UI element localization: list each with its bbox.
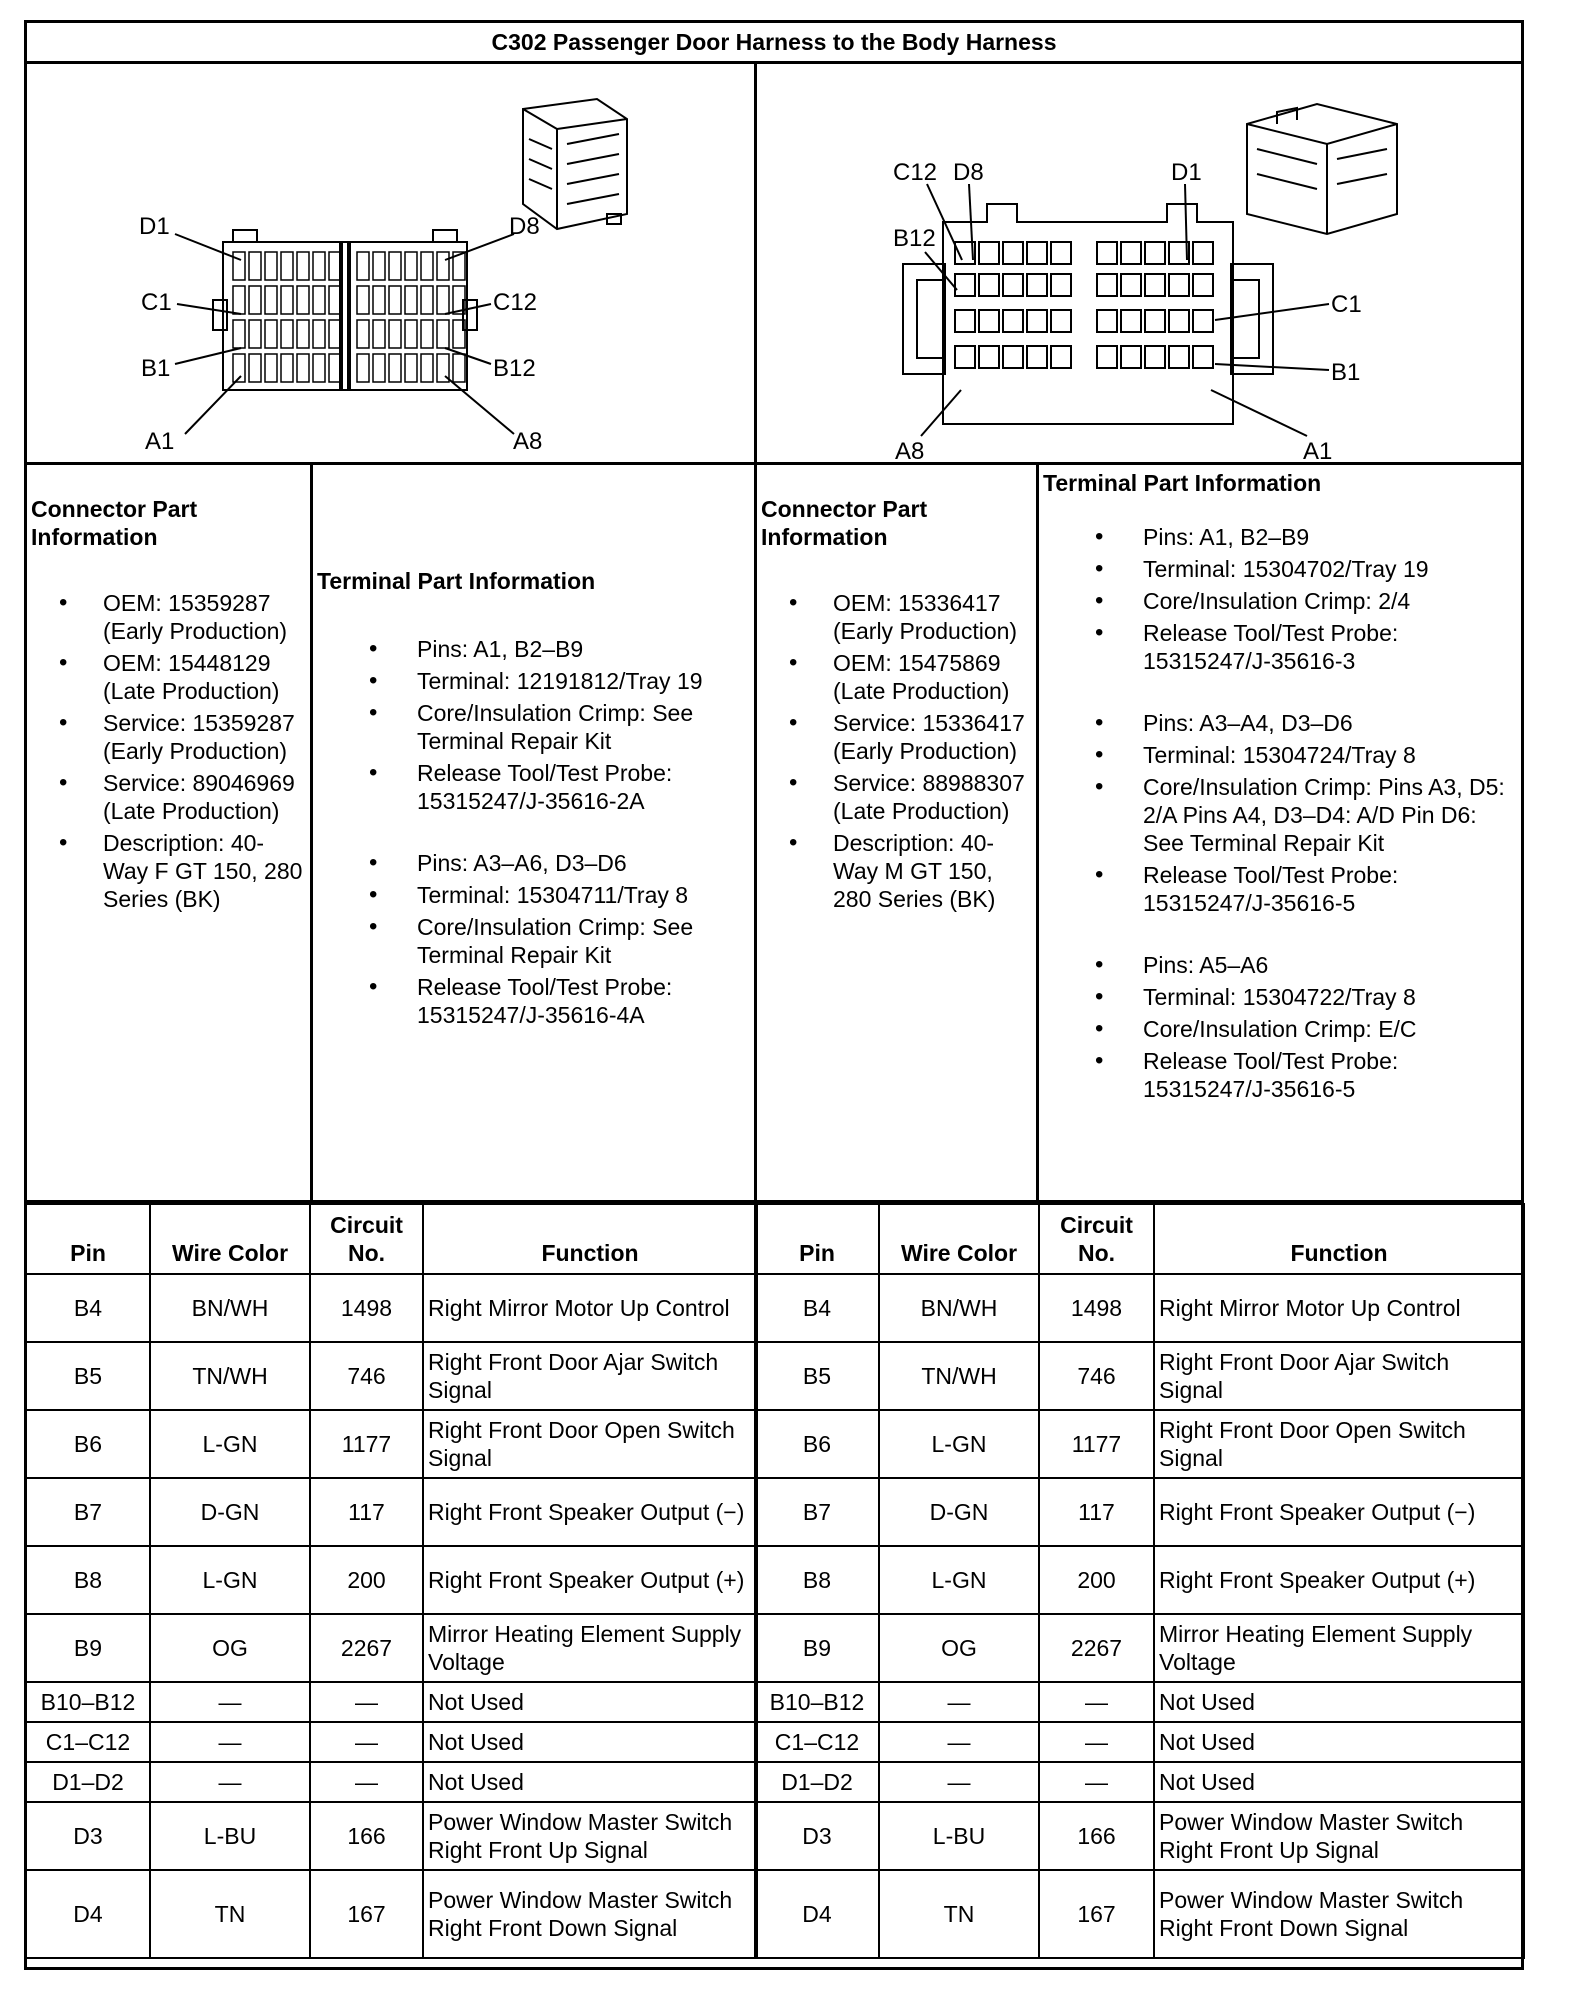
cell-function: Right Front Door Open Switch Signal	[423, 1410, 757, 1478]
cell-wire: L-BU	[879, 1802, 1039, 1870]
cell-pin: C1–C12	[26, 1722, 150, 1762]
label-d1: D1	[139, 213, 170, 240]
terminal-cavity	[249, 286, 261, 314]
terminal-cavity	[1003, 346, 1023, 368]
terminal-cavity	[1121, 274, 1141, 296]
label-d8: D8	[509, 213, 540, 240]
terminal-cavity	[405, 320, 417, 348]
cell-wire: TN/WH	[150, 1342, 310, 1410]
label-c12: C12	[493, 289, 538, 316]
terminal-cavity	[1121, 346, 1141, 368]
column-header-pin: Pin	[26, 1204, 150, 1274]
cell-circuit: 2267	[310, 1614, 423, 1682]
cell-circuit: 200	[310, 1546, 423, 1614]
table-row	[755, 1478, 1524, 1546]
cell-pin: B8	[755, 1546, 879, 1614]
terminal-cavity	[389, 252, 401, 280]
terminal-cavity	[1027, 346, 1047, 368]
cell-pin: B10–B12	[26, 1682, 150, 1722]
table-row	[755, 1870, 1524, 1958]
terminal-cavity	[955, 274, 975, 296]
column-header-function: Function	[423, 1204, 757, 1274]
cell-circuit: 1498	[310, 1274, 423, 1342]
table-row	[755, 1614, 1524, 1682]
table-row	[26, 1870, 757, 1958]
cell-wire: —	[150, 1722, 310, 1762]
cell-pin: D1–D2	[755, 1762, 879, 1802]
cell-pin: B6	[26, 1410, 150, 1478]
terminal-cavity	[1097, 242, 1117, 264]
right-terminal-info	[1043, 469, 1521, 1137]
cell-pin: B7	[26, 1478, 150, 1546]
terminal-cavity	[1193, 310, 1213, 332]
terminal-cavity	[389, 320, 401, 348]
list-item: • OEM: 15448129 (Late Production)	[31, 649, 307, 705]
list-item: • Service: 15359287 (Early Production)	[31, 709, 307, 765]
terminal-cavity	[1051, 346, 1071, 368]
cell-circuit: 167	[310, 1870, 423, 1958]
terminal-cavity	[1027, 310, 1047, 332]
terminal-cavity	[313, 252, 325, 280]
terminal-cavity	[421, 252, 433, 280]
cell-function: Not Used	[423, 1722, 757, 1762]
terminal-cavity	[281, 354, 293, 382]
cell-pin: B5	[26, 1342, 150, 1410]
terminal-cavity	[1051, 274, 1071, 296]
terminal-cavity	[357, 320, 369, 348]
table-row	[755, 1682, 1524, 1722]
list-item: • Core/Insulation Crimp: See Terminal Repair Kit	[317, 913, 751, 969]
cell-function: Power Window Master Switch Right Front Up Signal	[1154, 1802, 1524, 1870]
cell-function: Right Front Speaker Output (−)	[1154, 1478, 1524, 1546]
terminal-cavity	[1027, 274, 1047, 296]
table-row	[755, 1722, 1524, 1762]
terminal-cavity	[1097, 310, 1117, 332]
terminal-cavity	[389, 286, 401, 314]
terminal-cavity	[357, 252, 369, 280]
cell-wire: —	[879, 1762, 1039, 1802]
terminal-cavity	[421, 320, 433, 348]
label-b1: B1	[1331, 359, 1361, 386]
pin-tables	[27, 1203, 1521, 1973]
terminal-cavity	[1169, 274, 1189, 296]
terminal-cavity	[453, 354, 465, 382]
cell-pin: B9	[755, 1614, 879, 1682]
terminal-cavity	[979, 310, 999, 332]
cell-pin: C1–C12	[755, 1722, 879, 1762]
terminal-cavity	[233, 252, 245, 280]
cell-pin: D1–D2	[26, 1762, 150, 1802]
terminal-cavity	[421, 354, 433, 382]
connector-3d-view-icon	[1247, 104, 1397, 234]
female-connector-drawing	[27, 64, 754, 462]
terminal-cavity	[1145, 346, 1165, 368]
terminal-heading: Terminal Part Information	[1043, 470, 1322, 496]
terminal-cavity	[357, 286, 369, 314]
cell-wire: D-GN	[879, 1478, 1039, 1546]
terminal-cavity	[281, 252, 293, 280]
label-a1: A1	[145, 428, 175, 455]
cell-pin: B6	[755, 1410, 879, 1478]
list-item: • Pins: A3–A6, D3–D6	[317, 849, 751, 877]
divider	[1036, 465, 1039, 1200]
list-item: • Pins: A5–A6	[1043, 951, 1521, 979]
cell-circuit: 167	[1039, 1870, 1154, 1958]
cell-function: Not Used	[423, 1682, 757, 1722]
cell-wire: OG	[879, 1614, 1039, 1682]
table-row	[26, 1478, 757, 1546]
cell-pin: B10–B12	[755, 1682, 879, 1722]
terminal-cavity	[1003, 242, 1023, 264]
page-title: C302 Passenger Door Harness to the Body Harness	[27, 23, 1521, 64]
table-row	[26, 1802, 757, 1870]
cell-wire: OG	[150, 1614, 310, 1682]
terminal-heading: Terminal Part Information	[317, 568, 596, 594]
cell-circuit: 166	[310, 1802, 423, 1870]
terminal-cavity	[437, 252, 449, 280]
terminal-cavity	[313, 286, 325, 314]
cell-pin: B4	[755, 1274, 879, 1342]
cell-pin: B7	[755, 1478, 879, 1546]
cell-wire: —	[150, 1682, 310, 1722]
cell-pin: B5	[755, 1342, 879, 1410]
terminal-cavity	[265, 252, 277, 280]
terminal-cavity	[1121, 242, 1141, 264]
terminal-cavity	[1003, 310, 1023, 332]
terminal-cavity	[1145, 310, 1165, 332]
cell-wire: —	[879, 1682, 1039, 1722]
terminal-cavity	[421, 286, 433, 314]
cell-function: Right Front Door Open Switch Signal	[1154, 1410, 1524, 1478]
cell-pin: B9	[26, 1614, 150, 1682]
list-item: • OEM: 15475869 (Late Production)	[761, 649, 1033, 705]
terminal-cavity	[979, 242, 999, 264]
cell-circuit: 166	[1039, 1802, 1154, 1870]
cell-circuit: 117	[310, 1478, 423, 1546]
cell-function: Not Used	[1154, 1722, 1524, 1762]
cell-circuit: 117	[1039, 1478, 1154, 1546]
terminal-cavity	[265, 320, 277, 348]
column-header-wire-color: Wire Color	[150, 1204, 310, 1274]
terminal-cavity	[249, 320, 261, 348]
terminal-cavity	[1145, 274, 1165, 296]
terminal-cavity	[1145, 242, 1165, 264]
label-b12: B12	[893, 225, 936, 252]
list-item: • Terminal: 15304722/Tray 8	[1043, 983, 1521, 1011]
cell-function: Power Window Master Switch Right Front Down Signal	[1154, 1870, 1524, 1958]
label-a8: A8	[895, 438, 925, 462]
terminal-cavity	[297, 252, 309, 280]
terminal-cavity	[1027, 242, 1047, 264]
column-header-pin: Pin	[755, 1204, 879, 1274]
cell-circuit: 2267	[1039, 1614, 1154, 1682]
terminal-cavity	[297, 286, 309, 314]
terminal-cavity	[1193, 242, 1213, 264]
terminal-cavity	[233, 320, 245, 348]
cell-function: Power Window Master Switch Right Front Up Signal	[423, 1802, 757, 1870]
cell-wire: L-GN	[150, 1546, 310, 1614]
terminal-cavity	[357, 354, 369, 382]
list-item: • Terminal: 15304711/Tray 8	[317, 881, 751, 909]
terminal-cavity	[297, 320, 309, 348]
connector-3d-view-icon	[523, 99, 627, 229]
terminal-cavity	[1193, 346, 1213, 368]
connector-figures	[27, 64, 1521, 465]
list-item: • Release Tool/Test Probe: 15315247/J-35616-5	[1043, 861, 1521, 917]
cell-function: Mirror Heating Element Supply Voltage	[1154, 1614, 1524, 1682]
list-item: • Release Tool/Test Probe: 15315247/J-35616-2A	[317, 759, 751, 815]
left-terminal-info	[317, 567, 751, 1063]
column-header-circuit: Circuit No.	[310, 1204, 423, 1274]
male-connector-face-icon	[903, 204, 1273, 424]
cell-function: Right Mirror Motor Up Control	[1154, 1274, 1524, 1342]
right-pin-table	[754, 1203, 1525, 1959]
cell-circuit: 200	[1039, 1546, 1154, 1614]
cell-wire: L-GN	[879, 1410, 1039, 1478]
table-row	[26, 1274, 757, 1342]
cell-function: Mirror Heating Element Supply Voltage	[423, 1614, 757, 1682]
connector-sheet	[24, 20, 1524, 1970]
table-row	[26, 1546, 757, 1614]
cell-pin: B4	[26, 1274, 150, 1342]
list-item: • Service: 15336417 (Early Production)	[761, 709, 1033, 765]
list-item: • Release Tool/Test Probe: 15315247/J-35616-3	[1043, 619, 1521, 675]
divider	[310, 465, 313, 1200]
cell-wire: BN/WH	[150, 1274, 310, 1342]
table-row	[755, 1410, 1524, 1478]
terminal-cavity	[313, 354, 325, 382]
list-item: • Service: 88988307 (Late Production)	[761, 769, 1033, 825]
terminal-cavity	[1121, 310, 1141, 332]
right-connector-info	[761, 495, 1033, 917]
terminal-cavity	[373, 320, 385, 348]
cell-function: Right Front Speaker Output (−)	[423, 1478, 757, 1546]
cell-circuit: —	[310, 1762, 423, 1802]
list-item: • Pins: A3–A4, D3–D6	[1043, 709, 1521, 737]
label-a1: A1	[1303, 438, 1333, 462]
table-row	[755, 1546, 1524, 1614]
part-information	[27, 465, 1521, 1203]
list-item: • Release Tool/Test Probe: 15315247/J-35616-5	[1043, 1047, 1521, 1103]
column-header-function: Function	[1154, 1204, 1524, 1274]
cell-wire: L-GN	[150, 1410, 310, 1478]
label-a8: A8	[513, 428, 543, 455]
column-header-wire-color: Wire Color	[879, 1204, 1039, 1274]
table-row	[26, 1410, 757, 1478]
table-row	[755, 1274, 1524, 1342]
terminal-cavity	[1051, 310, 1071, 332]
list-item: • Terminal: 15304724/Tray 8	[1043, 741, 1521, 769]
list-item: • Terminal: 12191812/Tray 19	[317, 667, 751, 695]
cell-circuit: 1498	[1039, 1274, 1154, 1342]
list-item: • Service: 89046969 (Late Production)	[31, 769, 307, 825]
list-item: • Terminal: 15304702/Tray 19	[1043, 555, 1521, 583]
cell-pin: D4	[755, 1870, 879, 1958]
table-row	[26, 1614, 757, 1682]
terminal-cavity	[281, 286, 293, 314]
terminal-cavity	[1051, 242, 1071, 264]
terminal-cavity	[979, 346, 999, 368]
terminal-cavity	[979, 274, 999, 296]
list-item: • Core/Insulation Crimp: Pins A3, D5: 2/A Pins A4, D3–D4: A/D Pin D6: See Terminal Repair Kit	[1043, 773, 1521, 857]
table-row	[755, 1802, 1524, 1870]
cell-circuit: —	[1039, 1722, 1154, 1762]
cell-circuit: 1177	[1039, 1410, 1154, 1478]
terminal-cavity	[233, 286, 245, 314]
table-row	[26, 1762, 757, 1802]
terminal-cavity	[405, 354, 417, 382]
cell-circuit: —	[310, 1722, 423, 1762]
cell-wire: D-GN	[150, 1478, 310, 1546]
table-row	[755, 1342, 1524, 1410]
terminal-cavity	[437, 286, 449, 314]
list-item: • OEM: 15336417 (Early Production)	[761, 589, 1033, 645]
male-connector-drawing	[757, 64, 1521, 462]
cell-wire: TN/WH	[879, 1342, 1039, 1410]
label-b1: B1	[141, 355, 171, 382]
list-item: • Description: 40-Way F GT 150, 280 Series (BK)	[31, 829, 307, 913]
cell-function: Not Used	[423, 1762, 757, 1802]
terminal-cavity	[1097, 274, 1117, 296]
list-item: • Core/Insulation Crimp: 2/4	[1043, 587, 1521, 615]
cell-circuit: 746	[1039, 1342, 1154, 1410]
terminal-cavity	[1003, 274, 1023, 296]
terminal-cavity	[437, 320, 449, 348]
terminal-cavity	[373, 252, 385, 280]
terminal-cavity	[405, 252, 417, 280]
cell-pin: D3	[26, 1802, 150, 1870]
terminal-cavity	[281, 320, 293, 348]
label-c12: C12	[893, 159, 938, 186]
terminal-cavity	[297, 354, 309, 382]
cell-circuit: —	[1039, 1682, 1154, 1722]
terminal-cavity	[955, 310, 975, 332]
terminal-cavity	[389, 354, 401, 382]
list-item: • OEM: 15359287 (Early Production)	[31, 589, 307, 645]
list-item: • Pins: A1, B2–B9	[1043, 523, 1521, 551]
cell-circuit: 746	[310, 1342, 423, 1410]
connector-heading: Connector Part Information	[761, 496, 928, 550]
terminal-cavity	[405, 286, 417, 314]
cell-pin: D4	[26, 1870, 150, 1958]
cell-function: Not Used	[1154, 1762, 1524, 1802]
terminal-cavity	[1169, 346, 1189, 368]
cell-function: Right Mirror Motor Up Control	[423, 1274, 757, 1342]
list-item: • Core/Insulation Crimp: See Terminal Repair Kit	[317, 699, 751, 755]
terminal-cavity	[265, 354, 277, 382]
label-d8: D8	[953, 159, 984, 186]
cell-circuit: —	[1039, 1762, 1154, 1802]
label-c1: C1	[141, 289, 172, 316]
cell-wire: BN/WH	[879, 1274, 1039, 1342]
terminal-cavity	[1169, 310, 1189, 332]
cell-pin: D3	[755, 1802, 879, 1870]
terminal-cavity	[249, 252, 261, 280]
column-header-circuit: Circuit No.	[1039, 1204, 1154, 1274]
cell-pin: B8	[26, 1546, 150, 1614]
table-row	[26, 1342, 757, 1410]
terminal-cavity	[313, 320, 325, 348]
list-item: • Core/Insulation Crimp: E/C	[1043, 1015, 1521, 1043]
table-row	[755, 1762, 1524, 1802]
terminal-cavity	[373, 354, 385, 382]
label-d1: D1	[1171, 159, 1202, 186]
cell-wire: —	[150, 1762, 310, 1802]
divider	[754, 465, 757, 1200]
cell-wire: TN	[879, 1870, 1039, 1958]
cell-function: Power Window Master Switch Right Front Down Signal	[423, 1870, 757, 1958]
cell-function: Right Front Door Ajar Switch Signal	[1154, 1342, 1524, 1410]
cell-function: Not Used	[1154, 1682, 1524, 1722]
label-c1: C1	[1331, 291, 1362, 318]
cell-circuit: —	[310, 1682, 423, 1722]
cell-function: Right Front Speaker Output (+)	[423, 1546, 757, 1614]
cell-function: Right Front Speaker Output (+)	[1154, 1546, 1524, 1614]
table-row	[26, 1682, 757, 1722]
cell-wire: L-GN	[879, 1546, 1039, 1614]
left-pin-table	[25, 1203, 758, 1959]
cell-circuit: 1177	[310, 1410, 423, 1478]
terminal-cavity	[249, 354, 261, 382]
table-row	[26, 1722, 757, 1762]
list-item: • Description: 40-Way M GT 150, 280 Series (BK)	[761, 829, 1033, 913]
terminal-cavity	[955, 346, 975, 368]
cell-function: Right Front Door Ajar Switch Signal	[423, 1342, 757, 1410]
cell-wire: TN	[150, 1870, 310, 1958]
cell-wire: L-BU	[150, 1802, 310, 1870]
connector-heading: Connector Part Information	[31, 496, 198, 550]
terminal-cavity	[265, 286, 277, 314]
terminal-cavity	[1097, 346, 1117, 368]
left-connector-info	[31, 495, 307, 917]
list-item: • Pins: A1, B2–B9	[317, 635, 751, 663]
terminal-cavity	[1193, 274, 1213, 296]
cell-wire: —	[879, 1722, 1039, 1762]
label-b12: B12	[493, 355, 536, 382]
terminal-cavity	[373, 286, 385, 314]
list-item: • Release Tool/Test Probe: 15315247/J-35616-4A	[317, 973, 751, 1029]
